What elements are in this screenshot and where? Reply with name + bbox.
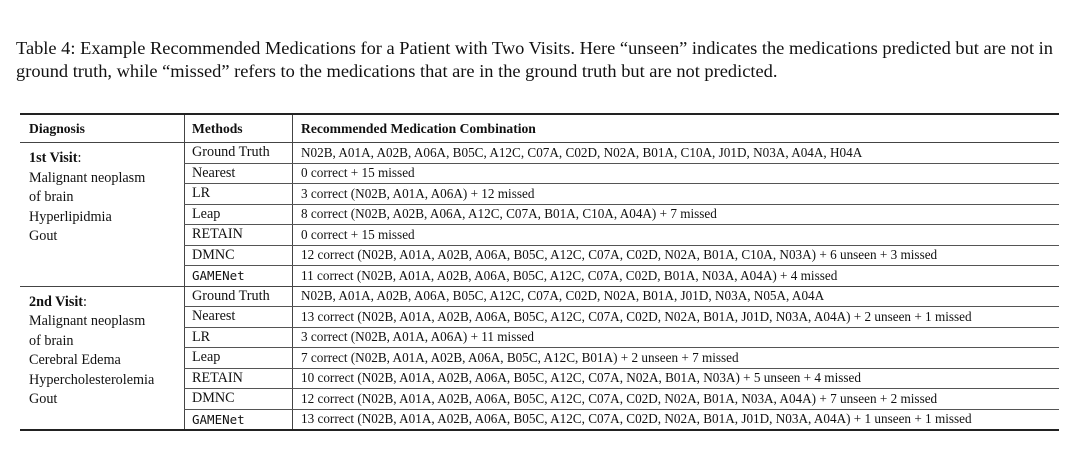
methods-column [184,143,1059,286]
method-name: Ground Truth [184,287,292,307]
header-diagnosis: Diagnosis [29,120,85,136]
table-row [184,266,1059,286]
diagnosis-item: Malignant neoplasm [29,169,146,186]
header-recommended: Recommended Medication Combination [292,115,1059,142]
method-name: LR [184,328,292,348]
diagnosis-item: Gout [29,391,58,407]
table-row [184,143,1059,164]
method-name: DMNC [184,246,292,266]
table-row [184,287,1059,308]
table-row [184,369,1059,390]
diagnosis-item: Hyperlipidmia [29,208,112,225]
visit-label-text: 2nd Visit [29,293,84,310]
table-row [184,225,1059,246]
visit-group [20,143,1059,287]
medication-result: 7 correct (N02B, A01A, A02B, A06A, B05C, A12C, B01A) + 2 unseen + 7 missed [292,348,1059,368]
medication-result: 0 correct + 15 missed [292,225,1059,245]
visit-label-colon: : [83,293,87,310]
visit-label-text: 1st Visit [29,150,78,166]
table-caption: Table 4: Example Recommended Medications for a Patient with Two Visits. Here “unseen” indicates the medications predicted but are not in ground truth, while “missed” refers to the medications that are in the ground truth but are not predicted. [16,38,1053,81]
diagnosis-item: Hypercholesterolemia [29,371,155,388]
medication-result: 13 correct (N02B, A01A, A02B, A06A, B05C, A12C, C07A, C02D, N02A, B01A, J01D, N03A, A04A) + 1 unseen + 1 missed [292,410,1059,430]
header-methods: Methods [184,115,292,142]
visit-group [20,287,1059,430]
method-name: Leap [184,348,292,368]
method-name: Nearest [184,307,292,327]
medication-result: 11 correct (N02B, A01A, A02B, A06A, B05C, A12C, C07A, C02D, B01A, N03A, A04A) + 4 missed [292,266,1059,286]
diagnosis-cell [20,287,184,430]
medication-table [20,113,1059,431]
diagnosis-item: Gout [29,228,58,244]
medication-result: 12 correct (N02B, A01A, A02B, A06A, B05C, A12C, C07A, C02D, N02A, B01A, C10A, N03A) + 6 unseen + 3 missed [292,246,1059,266]
methods-column [184,287,1059,430]
method-name: Nearest [184,164,292,184]
diagnosis-cell [20,143,184,286]
table-row [184,205,1059,226]
method-name: DMNC [184,389,292,409]
method-name: GAMENet [184,410,292,430]
table-row [184,389,1059,410]
method-name: RETAIN [184,369,292,389]
diagnosis-item: of brain [29,332,74,349]
medication-result: 8 correct (N02B, A02B, A06A, A12C, C07A, B01A, C10A, A04A) + 7 missed [292,205,1059,225]
method-name: LR [184,184,292,204]
medication-result: 0 correct + 15 missed [292,164,1059,184]
medication-result: 13 correct (N02B, A01A, A02B, A06A, B05C, A12C, C07A, C02D, N02A, B01A, J01D, N03A, A04A) + 2 unseen + 1 missed [292,307,1059,327]
table-row [184,410,1059,430]
medication-result: N02B, A01A, A02B, A06A, B05C, A12C, C07A, C02D, N02A, B01A, J01D, N03A, N05A, A04A [292,287,1059,307]
method-name: Leap [184,205,292,225]
method-name: RETAIN [184,225,292,245]
method-name: Ground Truth [184,143,292,163]
visit-label [29,149,184,169]
table-row [184,328,1059,349]
visit-label [29,293,184,313]
table-row [184,348,1059,369]
diagnosis-item: Malignant neoplasm [29,313,146,329]
medication-result: 3 correct (N02B, A01A, A06A) + 12 missed [292,184,1059,204]
table-header-row [20,115,1059,143]
method-name: GAMENet [184,266,292,286]
table-row [184,184,1059,205]
visit-label-colon: : [77,150,82,166]
table-row [184,246,1059,267]
medication-result: 3 correct (N02B, A01A, A06A) + 11 missed [292,328,1059,348]
medication-result: 12 correct (N02B, A01A, A02B, A06A, B05C, A12C, C07A, C02D, N02A, B01A, N03A, A04A) + 7 unseen + 2 missed [292,389,1059,409]
medication-result: 10 correct (N02B, A01A, A02B, A06A, B05C, A12C, C07A, N02A, B01A, N03A) + 5 unseen + 4 missed [292,369,1059,389]
medication-result: N02B, A01A, A02B, A06A, B05C, A12C, C07A, C02D, N02A, B01A, C10A, J01D, N03A, A04A, H04A [292,143,1059,163]
diagnosis-item: of brain [29,189,74,205]
table-row [184,307,1059,328]
diagnosis-item: Cerebral Edema [29,352,121,368]
table-row [184,164,1059,185]
